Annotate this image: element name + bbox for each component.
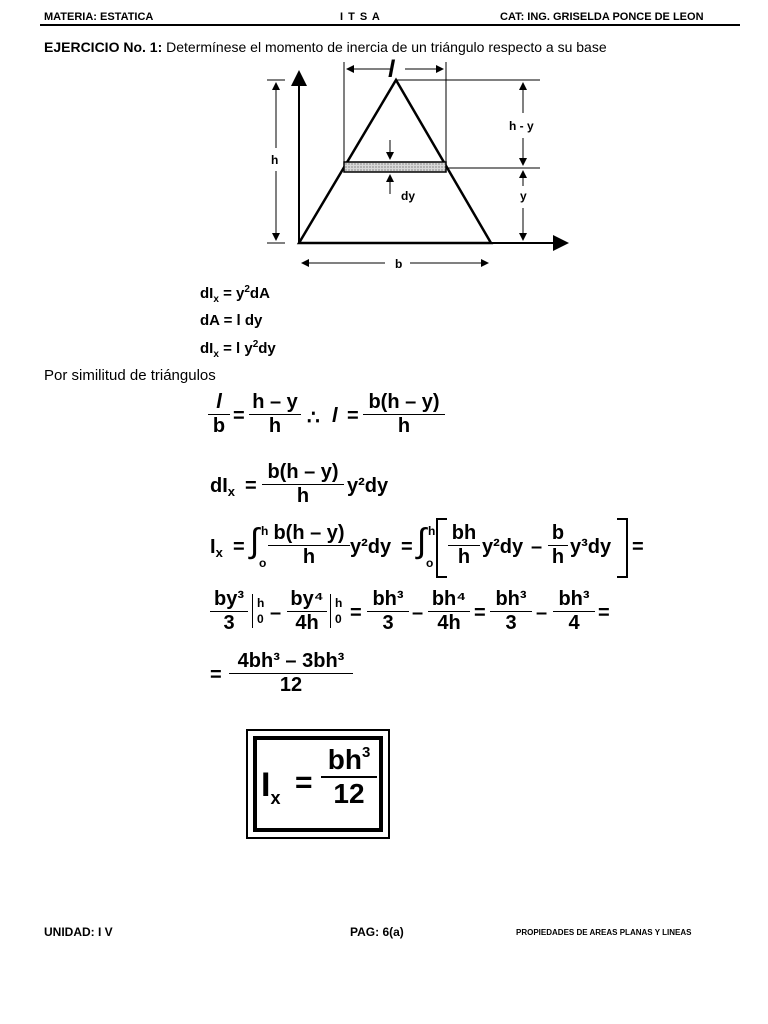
similarity-text: Por similitud de triángulos [44,367,216,384]
result-box [246,729,390,839]
strip-dA [344,162,446,172]
label-l: l [388,58,395,83]
equation-dA: dA = l dy [200,312,263,329]
label-h: h [271,153,279,167]
label-dy: dy [401,189,416,203]
label-y: y [520,189,527,203]
footer-unidad: UNIDAD: I V [44,925,113,939]
result-lhs: $I_x$ [261,766,281,808]
label-b: b [395,257,403,271]
equation-dIx-dA: $dI_x = y^2dA$ [200,284,270,305]
frac-bhy-h: b(h – y) h [363,391,445,438]
triangle-figure [255,58,585,273]
frac-l-b: l b [208,391,230,438]
header-cat: CAT: ING. GRISELDA PONCE DE LEON [500,11,704,23]
exercise-text: Determínese el momento de inercia de un triángulo respecto a su base [162,39,607,55]
equation-dIx-l: $dI_x = l$ $y^2dy$ [200,339,276,360]
frac-hy-h: h – y h [249,391,301,438]
result-fraction: $bh^3$ 12 [321,744,377,810]
header-materia: MATERIA: ESTATICA [44,11,154,23]
header-rule [40,24,740,26]
exercise-title [44,39,607,55]
label-h-minus-y: h - y [509,119,534,133]
exercise-label: EJERCICIO No. 1: [44,39,163,55]
footer-topic: PROPIEDADES DE AREAS PLANAS Y LINEAS [516,928,692,937]
result-eq: = [295,766,313,799]
footer-page: PAG: 6(a) [350,925,404,939]
header-school: I T S A [340,11,381,23]
